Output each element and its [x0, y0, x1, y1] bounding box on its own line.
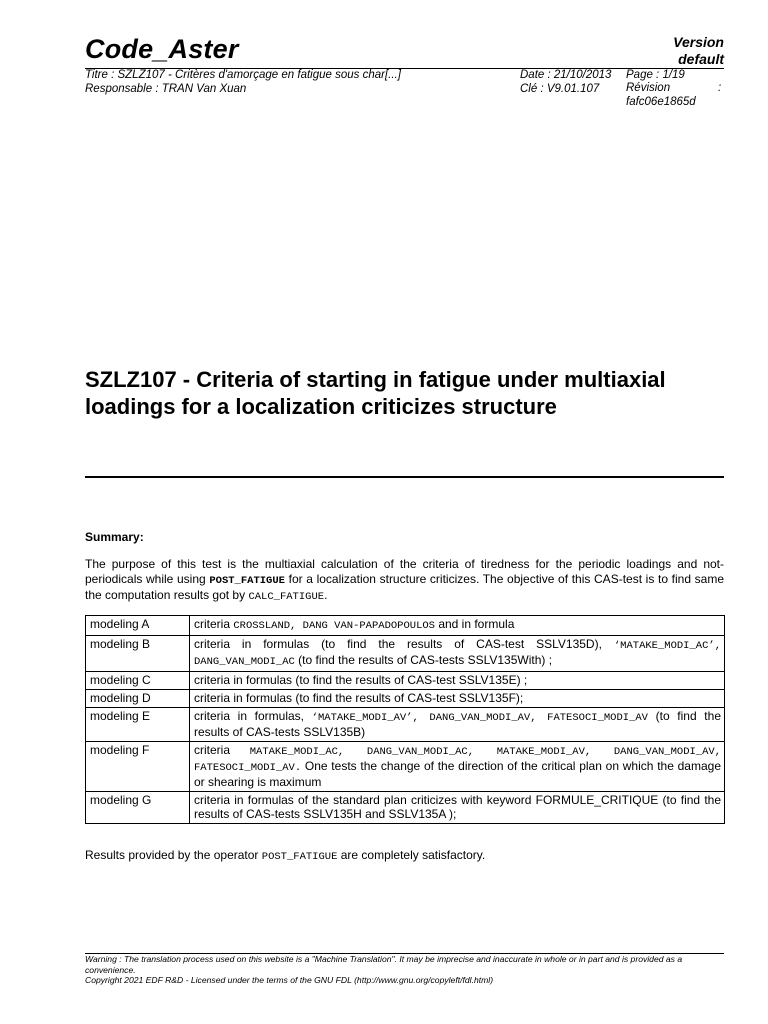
- document-title: SZLZ107 - Criteria of starting in fatigue under multiaxial loadings for a localization criticizes structure: [85, 367, 666, 419]
- summary-paragraph: [85, 557, 724, 605]
- row-text: criteria: [194, 617, 234, 631]
- row-code: CROSSLAND, DANG VAN-PAPADOPOULOS: [233, 620, 435, 632]
- row-description: [190, 672, 725, 690]
- results-code: POST_FATIGUE: [261, 851, 338, 863]
- summary-text-1: The purpose of this test is the multiaxial calculation of the criteria of tiredness for the periodic loadings and not-periodicals while using: [85, 557, 724, 586]
- version-value: default: [678, 51, 724, 67]
- row-label: modeling E: [86, 708, 190, 742]
- table-row: [86, 636, 725, 672]
- table-row: [86, 792, 725, 824]
- table-row: [86, 672, 725, 690]
- modeling-table: [85, 615, 725, 824]
- header-key: Clé : V9.01.107: [520, 83, 600, 95]
- row-label: modeling G: [86, 792, 190, 824]
- header-revision-colon: :: [718, 82, 722, 94]
- version-block: [673, 34, 724, 68]
- row-description: [190, 690, 725, 708]
- row-text: and in formula: [434, 617, 515, 631]
- row-text: One tests the change of the direction of the critical plan on which the damage or shearing is maximum: [194, 759, 721, 789]
- table-row: [86, 690, 725, 708]
- row-description: [190, 636, 725, 672]
- row-description: [190, 742, 725, 792]
- summary-code-1: POST_FATIGUE: [209, 574, 285, 587]
- row-description: [190, 616, 725, 636]
- header-revision-label: Révision: [626, 82, 671, 94]
- header-page: Page : 1/19: [626, 69, 685, 81]
- row-text: criteria in formulas (to find the results of CAS-test SSLV135D),: [194, 637, 614, 651]
- row-label: modeling F: [86, 742, 190, 792]
- row-label: modeling C: [86, 672, 190, 690]
- row-label: modeling D: [86, 690, 190, 708]
- row-label: modeling A: [86, 616, 190, 636]
- footer: [85, 954, 724, 986]
- results-text-1: Results provided by the operator: [85, 848, 262, 862]
- row-text: (to find the results of CAS-tests SSLV135B): [194, 709, 721, 739]
- summary-code-2: CALC_FATIGUE: [248, 591, 325, 603]
- summary-text-2: for a localization structure criticizes. The objective of this CAS-test is to find same the computation results got by: [85, 571, 724, 602]
- header-date: Date : 21/10/2013: [520, 69, 612, 81]
- title-divider: [85, 476, 724, 478]
- table-row: [86, 742, 725, 792]
- table-row: [86, 616, 725, 636]
- summary-heading: Summary:: [85, 530, 144, 544]
- version-label: Version: [673, 34, 724, 50]
- header-title: Titre : SZLZ107 - Critères d'amorçage en fatigue sous char[...]: [85, 69, 401, 81]
- row-text: (to find the results of CAS-tests SSLV135With) ;: [294, 653, 553, 667]
- row-text: criteria in formulas of the standard plan criticizes with keyword FORMULE_CRITIQUE (to find the results of CAS-tests SSLV135H and SSLV135A );: [194, 793, 721, 821]
- row-text: criteria in formulas,: [194, 709, 312, 723]
- header-responsible: Responsable : TRAN Van Xuan: [85, 83, 247, 95]
- summary-text-3: .: [324, 588, 328, 602]
- row-text: criteria: [194, 743, 250, 757]
- footer-copyright: Copyright 2021 EDF R&D - Licensed under the terms of the GNU FDL (http://www.gnu.org/copyleft/fdl.html): [85, 975, 494, 985]
- results-statement: [85, 848, 485, 863]
- row-code: MATAKE_MODI_AC, DANG_VAN_MODI_AC, MATAKE_MODI_AV, DANG_VAN_MODI_AV, FATESOCI_MODI_AV.: [194, 746, 722, 774]
- row-text: criteria in formulas (to find the results of CAS-test SSLV135F);: [194, 691, 524, 705]
- header-revision-value: fafc06e1865d: [626, 96, 696, 108]
- row-text: criteria in formulas (to find the results of CAS-test SSLV135E) ;: [194, 673, 528, 687]
- row-description: [190, 792, 725, 824]
- table-row: [86, 708, 725, 742]
- logo: Code_Aster: [85, 34, 239, 64]
- results-text-2: are completely satisfactory.: [337, 848, 486, 862]
- row-code: ‘MATAKE_MODI_AC’, DANG_VAN_MODI_AC: [194, 640, 721, 668]
- row-label: modeling B: [86, 636, 190, 672]
- row-description: [190, 708, 725, 742]
- row-code: ‘MATAKE_MODI_AV’, DANG_VAN_MODI_AV, FATESOCI_MODI_AV: [311, 712, 648, 724]
- footer-warning: Warning : The translation process used on this website is a "Machine Translation". It may be imprecise and inaccurate in whole or in part and is provided as a convenience.: [85, 954, 683, 975]
